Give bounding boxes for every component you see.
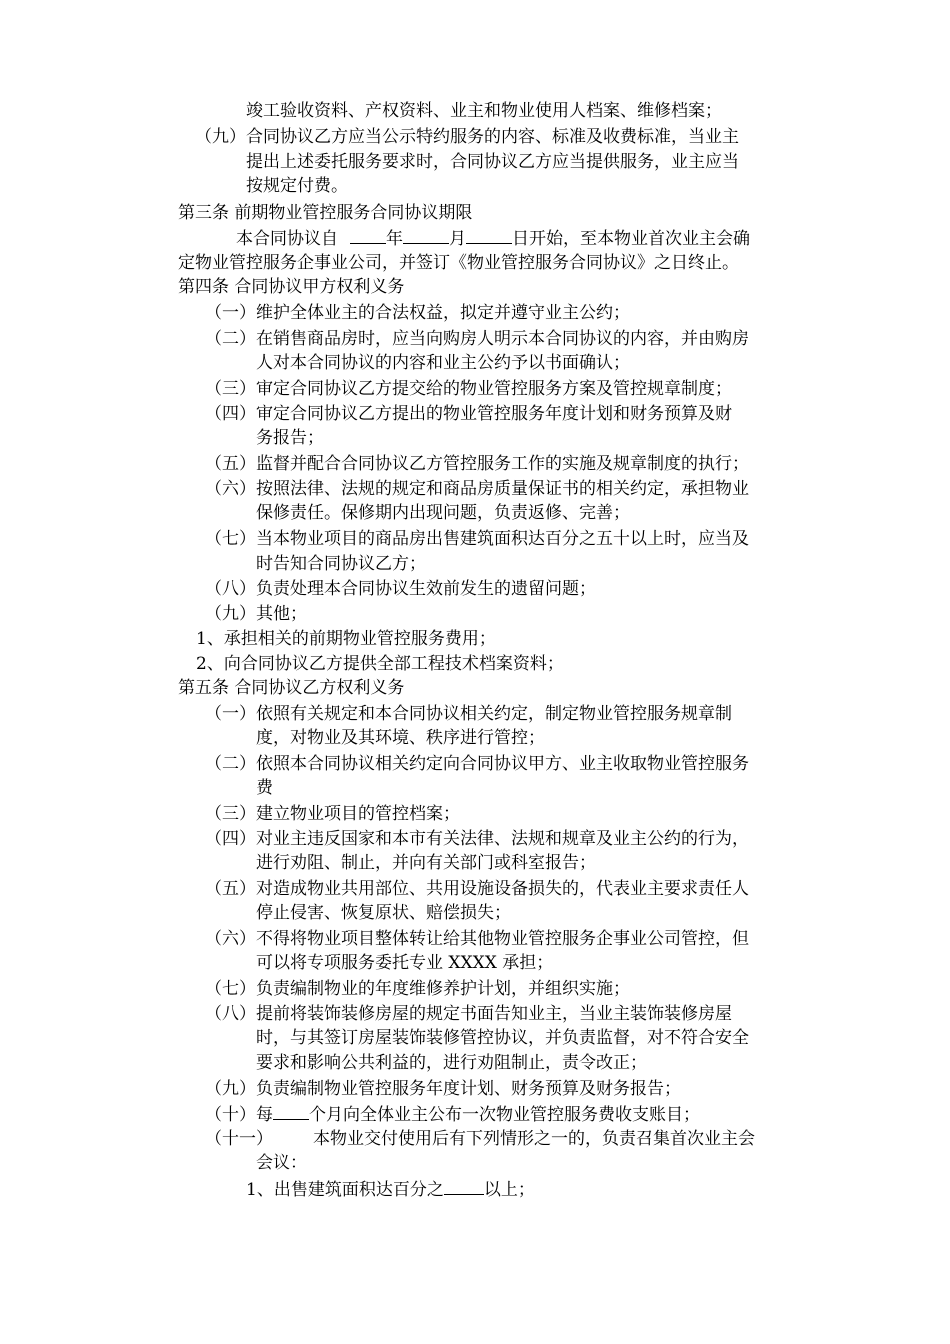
text-segment: （十）每: [205, 1105, 273, 1125]
text-line: （四）审定合同协议乙方提出的物业管控服务年度计划和财务预算及财: [205, 404, 732, 424]
text-line: 务报告；: [256, 428, 324, 448]
text-segment: （十一）: [205, 1129, 273, 1149]
text-segment: 日开始，至本物业首次业主会确: [512, 229, 750, 249]
text-line: 时告知合同协议乙方；: [256, 554, 426, 574]
text-line: 费: [256, 778, 273, 798]
text-line: （五）监督并配合合同协议乙方管控服务工作的实施及规章制度的执行；: [205, 454, 749, 474]
text-line: 时，与其签订房屋装饰装修管控协议，并负责监督，对不符合安全: [256, 1028, 749, 1048]
section-heading: 第五条 合同协议乙方权利义务: [178, 678, 405, 698]
text-segment: 个月向全体业主公布一次物业管控服务费收支账目；: [309, 1105, 700, 1125]
text-segment: 本物业交付使用后有下列情形之一的，负责召集首次业主会: [313, 1129, 755, 1149]
text-line: （一）依照有关规定和本合同协议相关约定，制定物业管控服务规章制: [205, 704, 732, 724]
text-line: 按规定付费。: [246, 176, 348, 196]
text-line: 要求和影响公共利益的，进行劝阻制止，责令改正；: [256, 1053, 647, 1073]
fill-blank: [350, 227, 386, 244]
text-line: 度，对物业及其环境、秩序进行管控；: [256, 728, 545, 748]
text-segment: 以上；: [483, 1180, 535, 1200]
fill-blank: [444, 1178, 484, 1195]
text-line: （七）当本物业项目的商品房出售建筑面积达百分之五十以上时，应当及: [205, 529, 749, 549]
text-line: （八）负责处理本合同协议生效前发生的遗留问题；: [205, 579, 596, 599]
text-line: 人对本合同协议的内容和业主公约予以书面确认；: [256, 353, 630, 373]
text-line: （九）合同协议乙方应当公示特约服务的内容、标准及收费标准，当业主: [195, 127, 739, 147]
section-heading: 第三条 前期物业管控服务合同协议期限: [178, 203, 473, 223]
text-line: （九）负责编制物业管控服务年度计划、财务预算及财务报告；: [205, 1079, 681, 1099]
text-line: [205, 1103, 700, 1126]
text-line: 提出上述委托服务要求时，合同协议乙方应当提供服务，业主应当: [246, 152, 739, 172]
text-line: 会议：: [256, 1153, 307, 1173]
text-line: 停止侵害、恢复原状、赔偿损失；: [256, 903, 511, 923]
text-line: （六）不得将物业项目整体转让给其他物业管控服务企事业公司管控，但: [205, 929, 749, 949]
fill-blank: [466, 227, 512, 244]
text-line: （九）其他；: [205, 604, 307, 624]
text-segment: 本合同协议自: [236, 229, 338, 249]
text-line: [246, 1178, 535, 1201]
text-line: （五）对造成物业共用部位、共用设施设备损失的，代表业主要求责任人: [205, 879, 749, 899]
text-line: [205, 1128, 755, 1150]
text-line: 2、向合同协议乙方提供全部工程技术档案资料；: [196, 654, 564, 674]
text-line: （二）依照本合同协议相关约定向合同协议甲方、业主收取物业管控服务: [205, 754, 749, 774]
section-heading: 第四条 合同协议甲方权利义务: [178, 277, 405, 297]
text-segment: 月: [449, 229, 466, 249]
text-line: 1、承担相关的前期物业管控服务费用；: [196, 629, 496, 649]
text-line: （三）审定合同协议乙方提交给的物业管控服务方案及管控规章制度；: [205, 379, 732, 399]
text-line: （四）对业主违反国家和本市有关法律、法规和规章及业主公约的行为，: [205, 829, 749, 849]
text-segment: 年: [386, 229, 403, 249]
fill-blank: [403, 227, 449, 244]
text-line: [236, 227, 750, 250]
text-line: 可以将专项服务委托专业 XXXX 承担；: [256, 953, 554, 973]
text-line: （八）提前将装饰装修房屋的规定书面告知业主，当业主装饰装修房屋: [205, 1004, 732, 1024]
text-line: 竣工验收资料、产权资料、业主和物业使用人档案、维修档案；: [246, 101, 722, 121]
text-line: 定物业管控服务企事业公司，并签订《物业管控服务合同协议》之日终止。: [178, 253, 739, 273]
text-line: （三）建立物业项目的管控档案；: [205, 804, 460, 824]
text-line: 保修责任。保修期内出现问题，负责返修、完善；: [256, 503, 630, 523]
text-line: （六）按照法律、法规的规定和商品房质量保证书的相关约定，承担物业: [205, 479, 749, 499]
text-line: （二）在销售商品房时，应当向购房人明示本合同协议的内容，并由购房: [205, 329, 749, 349]
text-line: （一）维护全体业主的合法权益，拟定并遵守业主公约；: [205, 303, 630, 323]
text-segment: 1、出售建筑面积达百分之: [246, 1180, 444, 1200]
fill-blank: [273, 1103, 309, 1120]
text-line: （七）负责编制物业的年度维修养护计划，并组织实施；: [205, 979, 630, 999]
text-line: 进行劝阻、制止，并向有关部门或科室报告；: [256, 853, 596, 873]
